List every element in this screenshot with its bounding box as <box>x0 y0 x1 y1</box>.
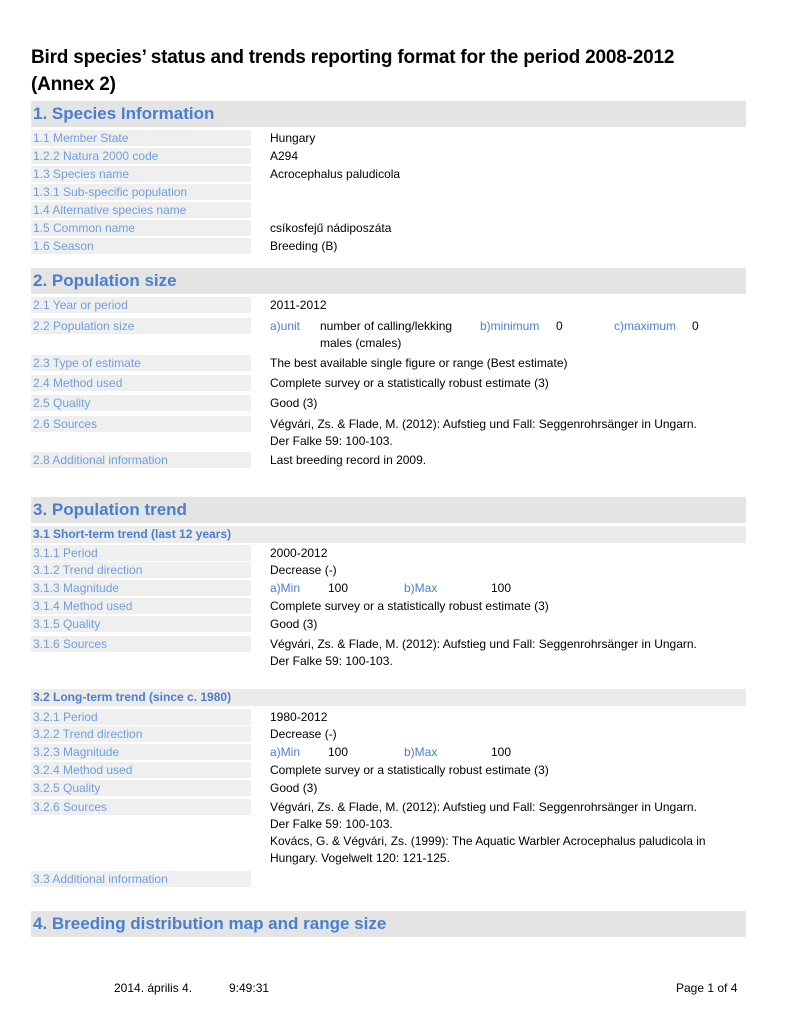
short-method-label: 3.1.4 Method used <box>31 598 251 614</box>
season-value: Breeding (B) <box>270 239 338 253</box>
quality-value: Good (3) <box>270 396 318 410</box>
footer-time: 9:49:31 <box>229 981 270 995</box>
estimate-type-label: 2.3 Type of estimate <box>31 355 251 371</box>
section-2-header: 2. Population size <box>31 268 746 294</box>
trend-additional-info-label: 3.3 Additional information <box>31 871 251 887</box>
short-sources-label: 3.1.6 Sources <box>31 636 251 652</box>
minimum-value: 0 <box>556 319 563 333</box>
long-min-value: 100 <box>328 745 349 759</box>
long-period-label: 3.2.1 Period <box>31 709 251 725</box>
common-name-label: 1.5 Common name <box>31 220 251 236</box>
long-sources-line-3: Kovács, G. & Végvári, Zs. (1999): The Aquatic Warbler Acrocephalus paludicola in <box>270 834 706 848</box>
common-name-value: csíkosfejű nádiposzáta <box>270 221 392 235</box>
long-min-label: a)Min <box>270 745 301 759</box>
section-4-header: 4. Breeding distribution map and range size <box>31 911 746 937</box>
long-method-label: 3.2.4 Method used <box>31 762 251 778</box>
title-line-1: Bird species’ status and trends reporting format for the period 2008-2012 <box>31 47 675 68</box>
footer-date: 2014. április 4. <box>114 981 193 995</box>
sources-line-1: Végvári, Zs. & Flade, M. (2012): Aufstieg und Fall: Seggenrohrsänger in Ungarn. <box>270 417 697 431</box>
short-method-value: Complete survey or a statistically robust estimate (3) <box>270 599 549 613</box>
unit-value <box>320 318 452 352</box>
natura-code-label: 1.2.2 Natura 2000 code <box>31 148 251 164</box>
short-direction-label: 3.1.2 Trend direction <box>31 562 251 578</box>
estimate-type-value: The best available single figure or range (Best estimate) <box>270 356 568 370</box>
long-quality-value: Good (3) <box>270 781 318 795</box>
species-name-value: Acrocephalus paludicola <box>270 167 401 181</box>
page-title <box>31 44 761 98</box>
maximum-value: 0 <box>692 319 699 333</box>
short-max-label: b)Max <box>404 581 438 595</box>
long-sources-line-4: Hungary. Vogelwelt 120: 121-125. <box>270 851 450 865</box>
section-1-header: 1. Species Information <box>31 101 746 127</box>
short-min-label: a)Min <box>270 581 301 595</box>
year-period-label: 2.1 Year or period <box>31 297 251 313</box>
minimum-label: b)minimum <box>480 319 540 333</box>
short-magnitude-label: 3.1.3 Magnitude <box>31 580 251 596</box>
short-period-value: 2000-2012 <box>270 546 328 560</box>
long-sources-line-1: Végvári, Zs. & Flade, M. (2012): Aufstieg und Fall: Seggenrohrsänger in Ungarn. <box>270 800 697 814</box>
long-direction-value: Decrease (-) <box>270 727 337 741</box>
method-used-value: Complete survey or a statistically robust estimate (3) <box>270 376 549 390</box>
long-sources-value <box>270 799 706 867</box>
short-max-value: 100 <box>491 581 512 595</box>
species-name-label: 1.3 Species name <box>31 166 251 182</box>
additional-info-label: 2.8 Additional information <box>31 452 251 468</box>
long-max-label: b)Max <box>404 745 438 759</box>
short-sources-line-2: Der Falke 59: 100-103. <box>270 654 393 668</box>
unit-value-line-1: number of calling/lekking <box>320 319 453 333</box>
long-period-value: 1980-2012 <box>270 710 328 724</box>
short-direction-value: Decrease (-) <box>270 563 337 577</box>
long-direction-label: 3.2.2 Trend direction <box>31 726 251 742</box>
footer-page-number: Page 1 of 4 <box>676 981 738 995</box>
long-sources-line-2: Der Falke 59: 100-103. <box>270 817 393 831</box>
alternative-name-label: 1.4 Alternative species name <box>31 202 251 218</box>
long-method-value: Complete survey or a statistically robust estimate (3) <box>270 763 549 777</box>
additional-info-value: Last breeding record in 2009. <box>270 453 427 467</box>
member-state-value: Hungary <box>270 131 316 145</box>
short-term-trend-header: 3.1 Short-term trend (last 12 years) <box>31 526 746 543</box>
unit-value-line-2: males (cmales) <box>320 336 402 350</box>
subspecific-population-label: 1.3.1 Sub-specific population <box>31 184 251 200</box>
sources-line-2: Der Falke 59: 100-103. <box>270 434 393 448</box>
short-quality-value: Good (3) <box>270 617 318 631</box>
long-term-trend-header: 3.2 Long-term trend (since c. 1980) <box>31 689 746 706</box>
sources-label: 2.6 Sources <box>31 416 251 432</box>
title-line-2: (Annex 2) <box>31 74 116 95</box>
short-min-value: 100 <box>328 581 349 595</box>
short-quality-label: 3.1.5 Quality <box>31 616 251 632</box>
section-3-header: 3. Population trend <box>31 497 746 523</box>
unit-label: a)unit <box>270 319 301 333</box>
natura-code-value: A294 <box>270 149 299 163</box>
season-label: 1.6 Season <box>31 238 251 254</box>
long-quality-label: 3.2.5 Quality <box>31 780 251 796</box>
short-sources-value <box>270 636 697 670</box>
member-state-label: 1.1 Member State <box>31 130 251 146</box>
sources-value <box>270 416 697 450</box>
year-period-value: 2011-2012 <box>270 298 327 312</box>
method-used-label: 2.4 Method used <box>31 375 251 391</box>
population-size-label: 2.2 Population size <box>31 318 251 334</box>
quality-label: 2.5 Quality <box>31 395 251 411</box>
long-magnitude-label: 3.2.3 Magnitude <box>31 744 251 760</box>
short-sources-line-1: Végvári, Zs. & Flade, M. (2012): Aufstieg und Fall: Seggenrohrsänger in Ungarn. <box>270 637 697 651</box>
maximum-label: c)maximum <box>614 319 676 333</box>
long-sources-label: 3.2.6 Sources <box>31 799 251 815</box>
long-max-value: 100 <box>491 745 512 759</box>
short-period-label: 3.1.1 Period <box>31 545 251 561</box>
